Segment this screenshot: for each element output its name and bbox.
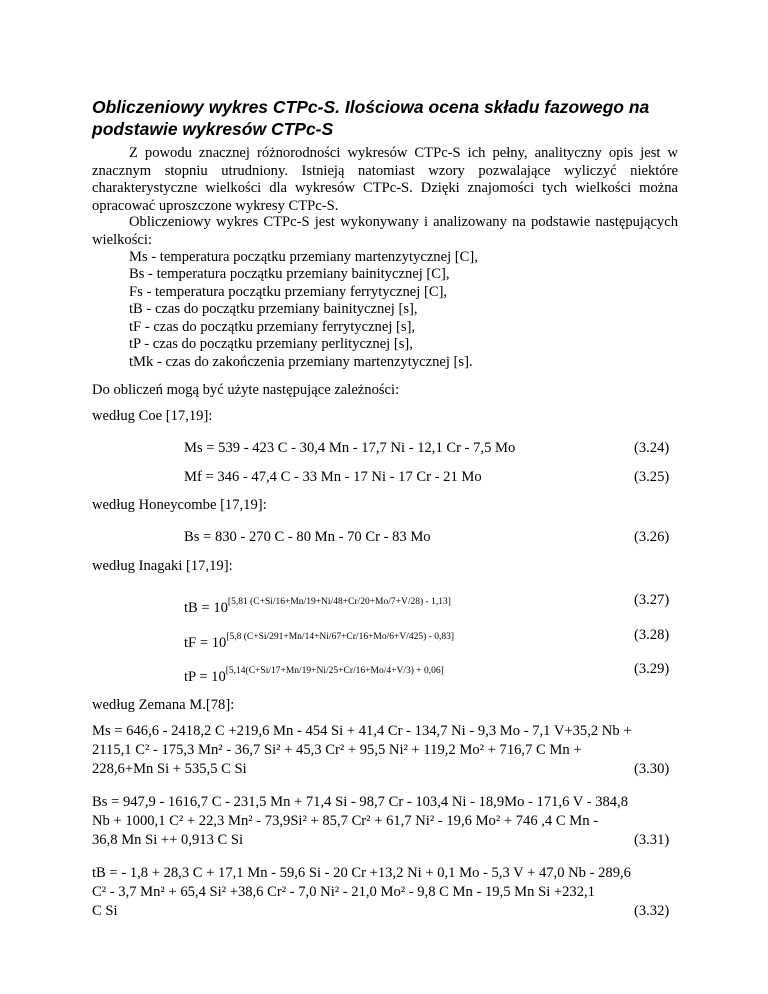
equation-line: 228,6+Mn Si + 535,5 C Si <box>92 761 247 777</box>
equation-number: (3.28) <box>634 627 670 643</box>
section-title: Obliczeniowy wykres CTPc-S. Ilościowa ocena składu fazowego na podstawie wykresów CTPc-S <box>92 97 650 139</box>
equation-number: (3.30) <box>634 761 670 777</box>
equation-line: 36,8 Mn Si ++ 0,913 C Si <box>92 832 244 848</box>
equation-number: (3.25) <box>634 469 670 485</box>
equation-tb-zemana <box>92 865 678 925</box>
equation-line: tB = - 1,8 + 28,3 C + 17,1 Mn - 59,6 Si - 20 Cr +13,2 Ni + 0,1 Mo - 5,3 V + 47,0 Nb - 289,6 <box>92 865 631 881</box>
equation-bs-zemana <box>92 794 678 854</box>
quantity-item: tP - czas do początku przemiany perlitycznej [s], <box>129 336 413 352</box>
equation-line: C² - 3,7 Mn² + 65,4 Si² +38,6 Cr² - 7,0 Ni² - 21,0 Mo² - 9,8 C Mn - 19,5 Mn Si +232,1 <box>92 884 595 900</box>
intro-paragraph: Z powodu znacznej różnorodności wykresów CTPc-S ich pełny, analityczny opis jest w znacznym stopniu utrudniony. Istnieją natomiast wzory pozwalające wyliczyć niektóre charakterystyczne wielkości dla wykresów CTPc-S. Dzięki znajomości tych wielkości można opracować uproszczone wykresy CTPc-S. <box>92 145 678 214</box>
equation-exponent: [5,81 (C+Si/16+Mn/19+Ni/48+Cr/20+Mo/7+V/28) - 1,13] <box>227 597 451 607</box>
equation-exponent: [5,14(C+Si/17+Mn/19+Ni/25+Cr/16+Mo/4+V/3) + 0,06] <box>225 666 444 676</box>
equation-ms-zemana <box>92 723 678 783</box>
equation-mf-coe: Mf = 346 - 47,4 C - 33 Mn - 17 Ni - 17 Cr - 21 Mo <box>184 469 482 485</box>
equation-base: tF = 10 <box>184 635 227 651</box>
equation-tp-inagaki <box>184 666 444 689</box>
equation-number: (3.31) <box>634 832 670 848</box>
quantity-item: tMk - czas do zakończenia przemiany martenzytycznej [s]. <box>129 354 473 370</box>
equation-number: (3.29) <box>634 661 670 677</box>
zemana-label: według Zemana M.[78]: <box>92 697 235 713</box>
equation-line: Bs = 947,9 - 1616,7 C - 231,5 Mn + 71,4 Si - 98,7 Cr - 103,4 Ni - 18,9Mo - 171,6 V - 384,8 <box>92 794 629 810</box>
relations-intro: Do obliczeń mogą być użyte następujące zależności: <box>92 382 400 398</box>
equation-number: (3.24) <box>634 440 670 456</box>
quantity-item: tB - czas do początku przemiany bainitycznej [s], <box>129 301 418 317</box>
equation-number: (3.26) <box>634 529 670 545</box>
equation-base: tB = 10 <box>184 600 228 616</box>
equation-line: Ms = 646,6 - 2418,2 C +219,6 Mn - 454 Si + 41,4 Cr - 134,7 Ni - 9,3 Mo - 7,1 V+35,2 Nb + <box>92 723 632 739</box>
quantity-item: Bs - temperatura początku przemiany bainitycznej [C], <box>129 266 450 282</box>
equation-line: 2115,1 C² - 175,3 Mn² - 36,7 Si² + 45,3 Cr² + 95,5 Ni² + 119,2 Mo² + 716,7 C Mn + <box>92 742 582 758</box>
equation-bs-honeycombe: Bs = 830 - 270 C - 80 Mn - 70 Cr - 83 Mo <box>184 529 431 545</box>
equation-line: C Si <box>92 903 118 919</box>
equation-line: Nb + 1000,1 C² + 22,3 Mn² - 73,9Si² + 85,7 Cr² + 61,7 Ni² - 19,6 Mo² + 746 ,4 C Mn - <box>92 813 599 829</box>
honeycombe-label: według Honeycombe [17,19]: <box>92 497 267 513</box>
inagaki-label: według Inagaki [17,19]: <box>92 558 233 574</box>
equation-number: (3.27) <box>634 592 670 608</box>
equation-number: (3.32) <box>634 903 670 919</box>
quantity-item: Ms - temperatura początku przemiany martenzytycznej [C], <box>129 249 478 265</box>
equation-tf-inagaki <box>184 632 454 655</box>
equation-ms-coe: Ms = 539 - 423 C - 30,4 Mn - 17,7 Ni - 12,1 Cr - 7,5 Mo <box>184 440 516 456</box>
coe-label: według Coe [17,19]: <box>92 408 213 424</box>
quantity-item: tF - czas do początku przemiany ferrytycznej [s], <box>129 319 416 335</box>
quantities-paragraph: Obliczeniowy wykres CTPc-S jest wykonywany i analizowany na podstawie następujących wielkości: <box>92 214 678 248</box>
equation-tb-inagaki <box>184 597 451 620</box>
equation-exponent: [5,8 (C+Si/291+Mn/14+Ni/67+Cr/16+Mo/6+V/425) - 0,83] <box>226 632 454 642</box>
quantity-item: Fs - temperatura początku przemiany ferrytycznej [C], <box>129 284 448 300</box>
equation-base: tP = 10 <box>184 669 226 685</box>
